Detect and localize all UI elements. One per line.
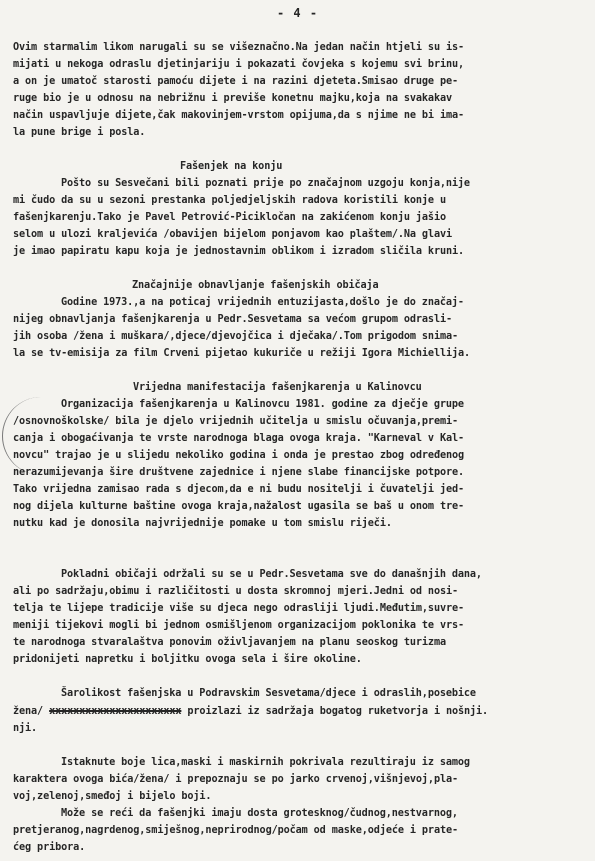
line-text: canja i obogaćivanja te vrste narodnoga blaga ovoga kraja. "Karneval v Kal- — [13, 433, 465, 444]
line-text: te narodnoga stvaralaštva ponovim oživljavanjem na planu seoskog turizma — [13, 637, 446, 648]
line-text: meniji tijekovi mogli bi jednom osmišljenom organizacijom poklonika te vrs- — [13, 620, 465, 631]
text-line — [13, 416, 458, 428]
text-line — [61, 808, 458, 820]
line-text: Tako vrijedna zamisao rada s djecom,da e ni budu nositelji i čuvatelji jed- — [13, 484, 465, 495]
text-line — [13, 42, 464, 54]
text-line — [13, 127, 145, 139]
text-line — [13, 586, 458, 598]
text-line — [61, 757, 470, 769]
line-text: ali po sadržaju,obimu i različitosti u dosta skromnoj mjeri.Jedni od nosi- — [13, 586, 458, 597]
text-line — [13, 467, 464, 479]
line-text: nog dijela kulturne baštine ovoga kraja,nažalost ugasila se baš u onom tre- — [13, 501, 465, 512]
text-line — [13, 637, 446, 649]
line-text: ćeg pribora. — [13, 842, 86, 853]
text-line — [13, 842, 85, 854]
text-line — [13, 433, 464, 445]
line-text: pretjeranog,nagrdenog,smiješnog,neprirodnog/počam od maske,odjeće i prate- — [13, 825, 458, 836]
line-text: nutku kad je donosila najvrijednije pomake u tom smislu riječi. — [13, 518, 392, 529]
text-line — [13, 76, 458, 88]
text-line — [13, 620, 464, 632]
text-line — [13, 791, 211, 803]
text-line — [61, 297, 464, 309]
text-line — [13, 450, 464, 462]
line-text: Organizacija fašenjkarenja u Kalinovcu 1981. godine za dječje grupe — [61, 399, 464, 410]
line-text: karaktera ovoga bića/žena/ i prepoznaju se po jarko crvenoj,višnjevoj,pla- — [13, 774, 458, 785]
text-line — [13, 246, 464, 258]
line-text: Fašenjek na konju — [180, 161, 283, 172]
line-text: žena/ — [13, 706, 50, 717]
line-text: nji. — [13, 723, 38, 734]
text-line — [13, 774, 458, 786]
text-line — [61, 688, 476, 700]
line-text: la se tv-emisija za film Crveni pijetao kukuriče u režiji Igora Michiellija. — [13, 348, 471, 359]
line-text: Istaknute boje lica,maski i maskirnih pokrivala rezultiraju iz samog — [61, 757, 470, 768]
text-line — [13, 348, 470, 360]
text-line — [13, 518, 392, 530]
text-line — [13, 110, 464, 122]
text-line — [13, 723, 37, 735]
line-text: Godine 1973.,a na poticaj vrijednih entuzijasta,došlo je do značaj- — [61, 297, 464, 308]
line-text: Šarolikost fašenjska u Podravskim Sesvetama/djece i odraslih,posebice — [61, 688, 476, 699]
line-text: fašenjkarenju.Tako je Pavel Petrović-Picikločan na zakićenom konju jašio — [13, 212, 446, 223]
line-text: mijati u nekoga odraslu djetinjariju i pokazati čovjeka s kojemu svi brinu, — [13, 59, 465, 70]
text-line — [13, 501, 464, 513]
text-line — [13, 59, 464, 71]
line-text: Pošto su Sesvečani bili poznati prije po značajnom uzgoju konja,nije — [61, 178, 470, 189]
line-text: selom u ulozi kraljevića /obavijen bijelom ponjavom kao plaštem/.Na glavi — [13, 229, 452, 240]
line-text: a on je umatoč starosti pamoću dijete i na razini djeteta.Smisao druge pe- — [13, 76, 458, 87]
line-text: telja te lijepe tradicije više su djeca nego odrasliji ljudi.Međutim,suvre- — [13, 603, 465, 614]
line-text: ruge bio je u odnosu na nebrižnu i previše konetnu majku,koja na svakakav — [13, 93, 452, 104]
line-text: Pokladni običaji održali su se u Pedr.Sesvetama sve do današnjih dana, — [61, 569, 482, 580]
line-text: la pune brige i posla. — [13, 127, 146, 138]
line-text: Vrijedna manifestacija fašenjkarenja u Kalinovcu — [133, 382, 422, 393]
line-text: Ovim starmalim likom narugali su se višeznačno.Na jedan način htjeli su is- — [13, 42, 465, 53]
text-line — [13, 331, 458, 343]
page-number: - 4 - — [276, 6, 319, 20]
text-line — [13, 93, 452, 105]
text-line — [13, 706, 488, 718]
line-text: jih osoba /žena i muškara/,djece/djevojčica i dječaka/.Tom prigodom snima- — [13, 331, 458, 342]
text-line — [13, 314, 452, 326]
line-text: Značajnije obnavljanje fašenjskih običaja — [132, 280, 379, 291]
text-line — [132, 280, 379, 292]
line-text: novcu" trajao je u slijedu nekoliko godina i onda je prestao zbog određenog — [13, 450, 465, 461]
text-line — [13, 212, 446, 224]
text-line — [13, 603, 464, 615]
text-line — [13, 825, 458, 837]
line-text: nerazumijevanja šire društvene zajednice i njene slabe financijske potpore. — [13, 467, 465, 478]
line-text-continued: proizlazi iz sadržaja bogatog ruketvorja i nošnji. — [181, 706, 489, 717]
line-text: mi čudo da su u sezoni prestanka poljedjeljskih radova koristili konje u — [13, 195, 446, 206]
line-text: je imao papiratu kapu koja je jednostavnim oblikom i izradom sličila kruni. — [13, 246, 465, 257]
line-text: Može se reći da fašenjki imaju dosta grotesknog/čudnog,nestvarnog, — [61, 808, 458, 819]
text-line — [180, 161, 282, 173]
text-line — [61, 569, 482, 581]
struck-out-text: xxxxxxxxxxxxxxxxxxxxxx — [49, 706, 182, 717]
line-text: voj,zelenoj,smeđoj i bijelo boji. — [13, 791, 212, 802]
text-line — [133, 382, 422, 394]
text-line — [13, 195, 446, 207]
line-text: nijeg obnavljanja fašenjkarenja u Pedr.Sesvetama sa većom grupom odrasli- — [13, 314, 452, 325]
text-line — [61, 399, 464, 411]
text-line — [61, 178, 470, 190]
text-line — [13, 484, 464, 496]
text-line — [13, 654, 362, 666]
line-text: pridonijeti napretku i boljitku ovoga sela i šire okoline. — [13, 654, 362, 665]
text-line — [13, 229, 452, 241]
line-text: način uspavljuje dijete,čak makovinjem-vrstom opijuma,da s njime ne bi ima- — [13, 110, 465, 121]
line-text: /osnovnoškolske/ bila je djelo vrijednih učitelja u smislu očuvanja,premi- — [13, 416, 458, 427]
